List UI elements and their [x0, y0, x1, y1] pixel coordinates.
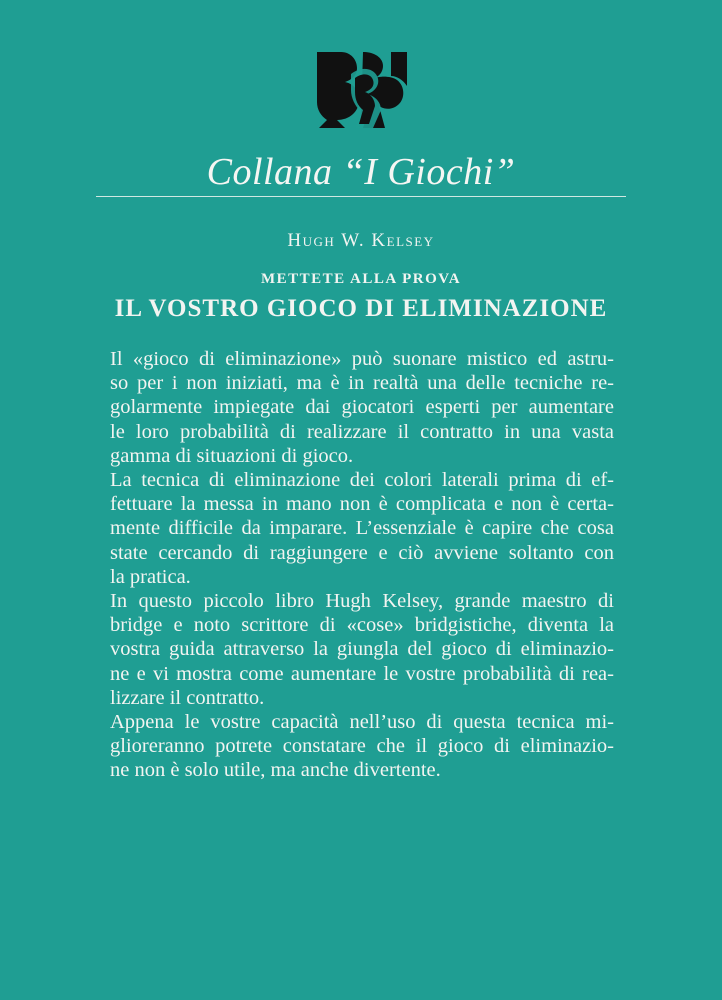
- book-subtitle: METTETE ALLA PROVA: [260, 271, 462, 287]
- blurb-line: Il «gioco di eliminazione» può suonare mistico ed astru-: [110, 348, 614, 370]
- divider-rule: [96, 196, 626, 197]
- blurb-line: Appena le vostre capacità nell’uso di questa tecnica mi-: [110, 711, 614, 734]
- blurb-line: la pratica.: [110, 565, 191, 588]
- blurb-line: golarmente impiegate dai giocatori esperti per aumentare: [110, 396, 614, 419]
- blurb-line: bridge e noto scrittore di «cose» bridgistiche, diventa la: [110, 614, 614, 637]
- blurb-line: state cercando di raggiungere e ciò avviene soltanto con: [110, 541, 614, 564]
- blurb-line: In questo piccolo libro Hugh Kelsey, grande maestro di: [110, 590, 614, 613]
- blurb-line: le loro probabilità di realizzare il contratto in una vasta: [110, 420, 614, 443]
- blurb-line: La tecnica di eliminazione dei colori laterali prima di ef-: [110, 469, 614, 492]
- blurb-line: ne non è solo utile, ma anche divertente.: [110, 759, 441, 782]
- blurb-line: ne e vi mostra come aumentare le vostre probabilità di rea-: [110, 662, 614, 685]
- blurb-line: glioreranno potrete constatare che il gioco di eliminazio-: [110, 735, 614, 758]
- blurb-line: mente difficile da imparare. L’essenziale è capire che cosa: [110, 517, 614, 540]
- blurb-line: vostra guida attraverso la giungla del gioco di eliminazio-: [110, 638, 614, 661]
- book-author: Hugh W. Kelsey: [287, 230, 435, 251]
- blurb-line: so per i non iniziati, ma è in realtà una delle tecniche re-: [110, 372, 614, 395]
- blurb-line: fettuare la messa in mano non è complicata e non è certa-: [110, 493, 614, 516]
- book-title: IL VOSTRO GIOCO DI ELIMINAZIONE: [114, 295, 608, 322]
- publisher-logo-icon: [311, 46, 411, 130]
- blurb-line: lizzare il contratto.: [110, 686, 265, 709]
- blurb-line: gamma di situazioni di gioco.: [110, 444, 354, 467]
- blurb-text: [110, 347, 614, 783]
- series-title: Collana “I Giochi”: [206, 151, 516, 193]
